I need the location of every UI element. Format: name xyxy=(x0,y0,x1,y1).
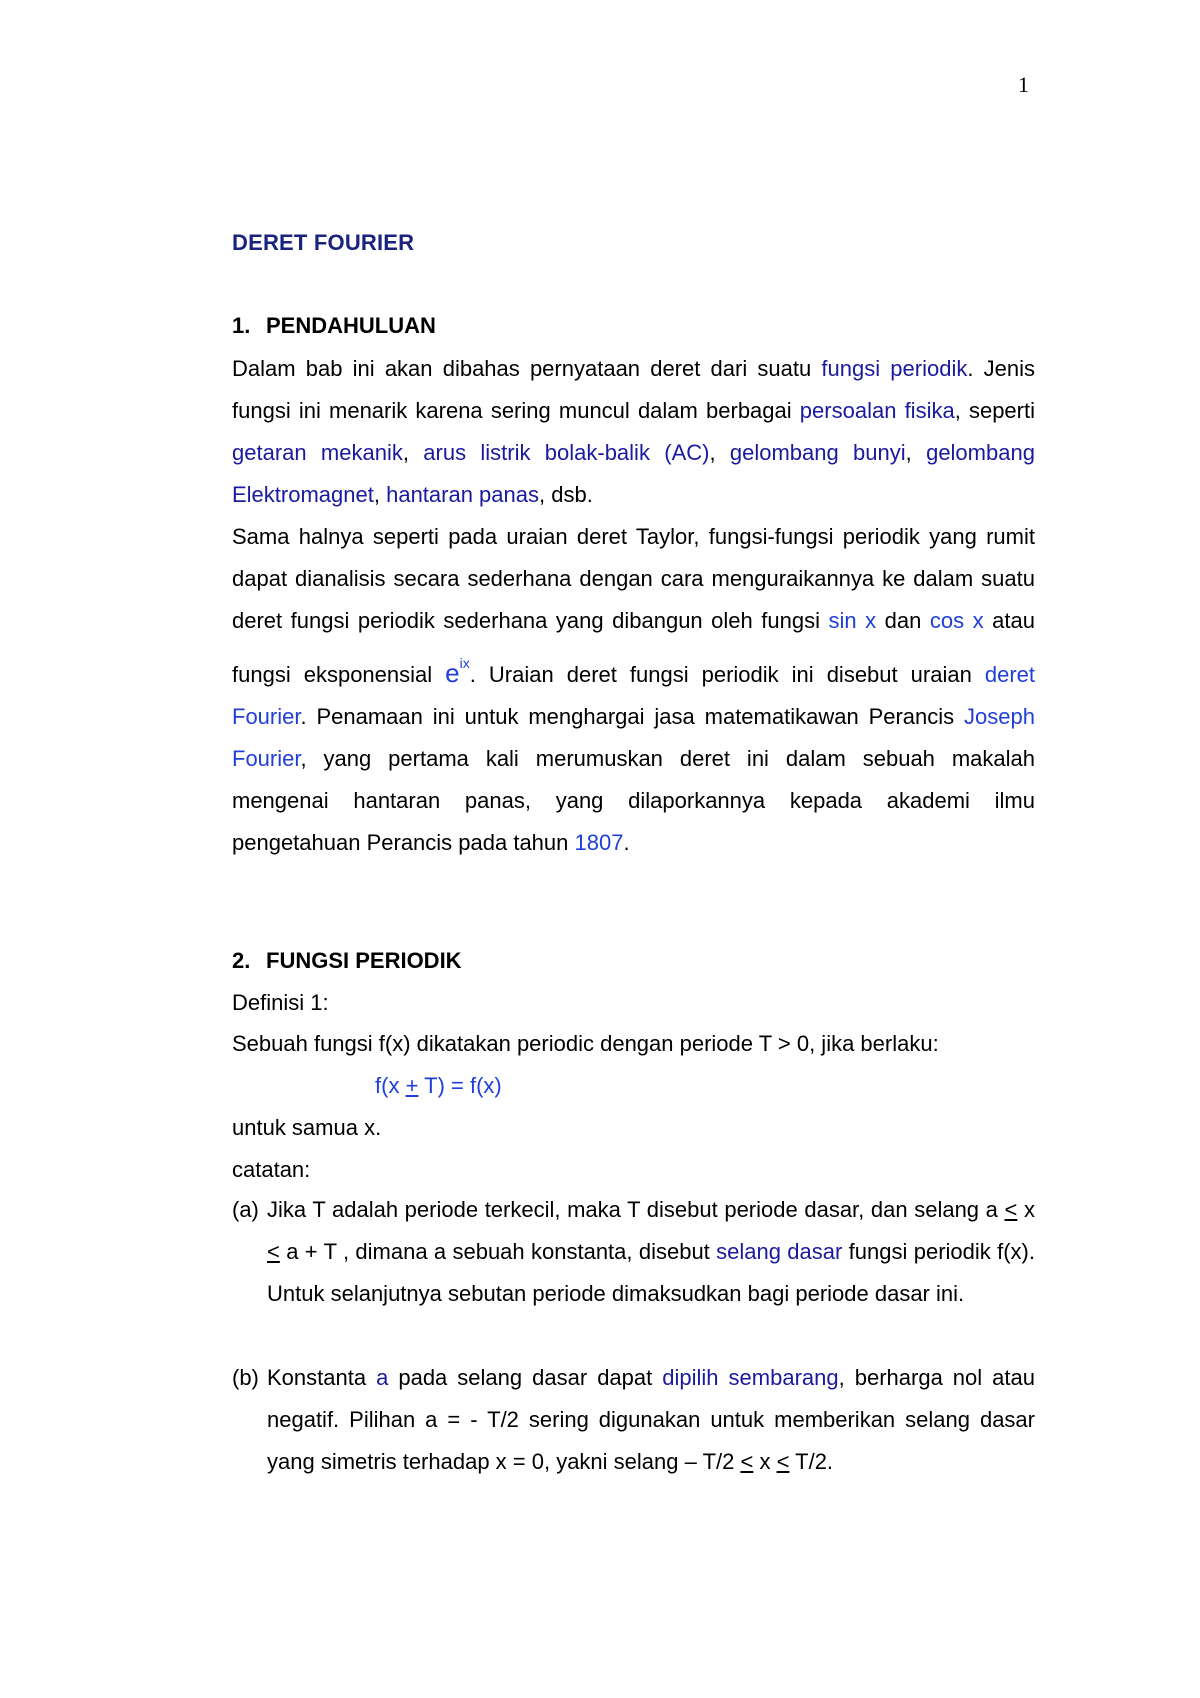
text: . Uraian deret fungsi periodik ini disebut uraian xyxy=(469,662,985,687)
text: . xyxy=(623,830,630,855)
keyword-fundamental-interval: selang dasar xyxy=(716,1239,843,1264)
keyword-heat-conduction: hantaran panas xyxy=(386,482,539,507)
less-equal-sign: < xyxy=(776,1449,790,1474)
keyword-sin-x: sin x xyxy=(828,608,877,633)
for-all-text: untuk samua x. xyxy=(232,1115,382,1140)
keyword-sound-wave: gelombang bunyi xyxy=(729,440,906,465)
section-number: 1. xyxy=(232,313,251,338)
text: dan xyxy=(876,608,930,633)
keyword-fourier-series: deret Fourier xyxy=(232,662,1035,729)
keyword-arbitrary-choice: dipilih sembarang xyxy=(662,1365,839,1390)
plus-minus-sign: + xyxy=(405,1073,419,1098)
definition-label: Definisi 1: xyxy=(232,990,329,1015)
text: , yang pertama kali merumuskan deret ini dalam sebuah makalah mengenai hantaran panas, yang dilaporkannya kepada akademi ilmu pengetahuan Perancis pada tahun xyxy=(232,746,1035,855)
section-title: FUNGSI PERIODIK xyxy=(266,948,462,973)
e-exponent: ix xyxy=(459,655,470,671)
text: , xyxy=(402,440,424,465)
text: x xyxy=(753,1449,777,1474)
text: , xyxy=(373,482,387,507)
text: . Penamaan ini untuk menghargai jasa matematikawan Perancis xyxy=(300,704,965,729)
text: , xyxy=(709,440,730,465)
keyword-cos-x: cos x xyxy=(929,608,984,633)
e-base: e xyxy=(445,658,460,688)
text: a + T , dimana a sebuah konstanta, disebut xyxy=(279,1239,717,1264)
section-number: 2. xyxy=(232,948,251,973)
keyword-year-1807: 1807 xyxy=(574,830,624,855)
page-number: 1 xyxy=(1018,72,1029,97)
keyword-joseph-fourier: Joseph Fourier xyxy=(232,704,1035,771)
keyword-ac-current: arus listrik bolak-balik (AC) xyxy=(423,440,710,465)
less-equal-sign: < xyxy=(740,1449,754,1474)
text: Konstanta xyxy=(267,1365,377,1390)
text: Sama halnya seperti pada uraian deret Taylor, fungsi-fungsi periodik yang rumit dapat dianalisis secara sederhana dengan cara menguraikannya ke dalam suatu deret fungsi periodik sederhana yang dibangun oleh fungsi xyxy=(232,524,1035,633)
note-item-a xyxy=(232,1189,1035,1315)
formula-right: T) = f(x) xyxy=(418,1073,502,1098)
keyword-periodic-function: fungsi periodik xyxy=(821,356,968,381)
document-title: DERET FOURIER xyxy=(232,230,415,255)
text: , seperti xyxy=(954,398,1035,423)
text: , xyxy=(905,440,927,465)
text: T/2. xyxy=(789,1449,834,1474)
periodic-formula xyxy=(375,1073,502,1099)
text: x xyxy=(1017,1197,1035,1222)
less-equal-sign: < xyxy=(267,1239,280,1264)
intro-paragraph xyxy=(232,348,1035,516)
text: , berharga nol atau negatif. Pilihan a = - T/2 sering digunakan untuk memberikan selang dasar yang simetris terhadap x = 0, yakni selang – T/2 xyxy=(267,1365,1035,1474)
item-label: (b) xyxy=(232,1365,259,1390)
text: fungsi periodik f(x). Untuk selanjutnya sebutan periode dimaksudkan bagi periode dasar ini. xyxy=(267,1239,1035,1306)
keyword-em-wave: gelombang Elektromagnet xyxy=(232,440,1035,507)
notes-label: catatan: xyxy=(232,1157,311,1182)
text: , dsb. xyxy=(539,482,593,507)
item-text xyxy=(267,1189,1035,1315)
text: Dalam bab ini akan dibahas pernyataan deret dari suatu xyxy=(232,356,822,381)
taylor-paragraph xyxy=(232,516,1035,864)
keyword-mechanical-vibration: getaran mekanik xyxy=(232,440,403,465)
item-label: (a) xyxy=(232,1197,259,1222)
text: pada selang dasar dapat xyxy=(388,1365,663,1390)
section-1-heading xyxy=(232,313,436,339)
text: atau fungsi eksponensial xyxy=(232,608,1035,687)
keyword-constant-a: a xyxy=(376,1365,389,1390)
section-2-heading xyxy=(232,948,462,974)
item-text xyxy=(267,1357,1035,1483)
keyword-physics-problems: persoalan fisika xyxy=(799,398,955,423)
text: Jika T adalah periode terkecil, maka T disebut periode dasar, dan selang a xyxy=(267,1197,1005,1222)
section-title: PENDAHULUAN xyxy=(266,313,436,338)
less-equal-sign: < xyxy=(1004,1197,1018,1222)
definition-text: Sebuah fungsi f(x) dikatakan periodic dengan periode T > 0, jika berlaku: xyxy=(232,1031,939,1056)
note-item-b xyxy=(232,1357,1035,1483)
exponential-eix xyxy=(445,655,470,688)
text: . Jenis fungsi ini menarik karena sering muncul dalam berbagai xyxy=(232,356,1035,423)
formula-left: f(x xyxy=(375,1073,406,1098)
